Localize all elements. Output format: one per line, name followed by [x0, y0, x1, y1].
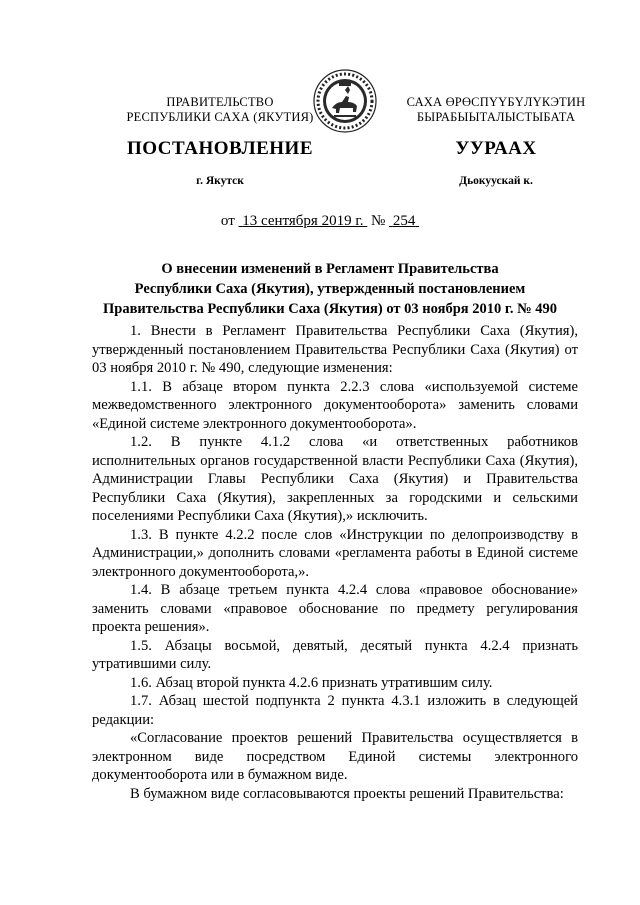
republic-emblem-icon [312, 68, 378, 134]
paragraph-1-2: 1.2. В пункте 4.1.2 слова «и ответственных работников исполнительных органов государственной власти Республики Саха (Якутия), Администрации Главы Республики Саха (Якутия) и Правительства Республики Саха (Якутия), закрепленных за городскими и сельскими поселениями Республики Саха (Якутия),» исключить. [92, 434, 578, 524]
header-left-line1: ПРАВИТЕЛЬСТВО [166, 95, 274, 109]
header-left-line2: РЕСПУБЛИКИ САХА (ЯКУТИЯ) [126, 110, 314, 124]
date-prefix: от [220, 213, 235, 229]
quoted-paragraph: «Согласование проектов решений Правительства осуществляется в электронном виде посредством Единой системы электронного документооборота или в бумажном виде. [92, 730, 578, 783]
paragraph-paper-form: В бумажном виде согласовываются проекты решений Правительства: [130, 785, 564, 802]
paragraph-1-7: 1.7. Абзац шестой подпункта 2 пункта 4.3.1 изложить в следующей редакции: [92, 693, 578, 728]
document-date: 13 сентября 2019 г. [242, 213, 364, 229]
title-line2: Республики Саха (Якутия), утвержденный постановлением [134, 281, 526, 297]
document-number: 254 [392, 213, 416, 229]
paragraph-1: 1. Внести в Регламент Правительства Республики Саха (Якутия), утвержденный постановлением Правительства Республики Саха (Якутия) от 03 ноября 2010 г. № 490, следующие изменения: [92, 323, 578, 376]
paragraph-1-5: 1.5. Абзацы восьмой, девятый, десятый пункта 4.2.4 признать утратившими силу. [92, 637, 578, 672]
title-line3: Правительства Республики Саха (Якутия) от 03 ноября 2010 г. № 490 [102, 301, 558, 317]
paragraph-1-1: 1.1. В абзаце втором пункта 2.2.3 слова «используемой системе межведомственного электронного документооборота» заменить словами «Единой системе электронного документооборота». [92, 378, 578, 432]
city-right: Дьокуускай к. [459, 175, 533, 187]
city-left: г. Якутск [196, 175, 244, 187]
number-sign: № [371, 213, 386, 229]
header-right-line1: САХА ӨРӨСПҮҮБҮЛҮКЭТИН [406, 95, 586, 109]
doc-type-right: УУРААХ [455, 138, 537, 159]
document-title [90, 259, 570, 319]
title-line1: О внесении изменений в Регламент Правительства [161, 261, 499, 277]
header-right-line2: БЫРАБЫЫТАЛЫСТЫБАТА [416, 110, 576, 124]
doc-type-left: ПОСТАНОВЛЕНИЕ [126, 138, 314, 159]
paragraph-1-4: 1.4. В абзаце третьем пункта 4.2.4 слова «правовое обоснование» заменить словами «правовое обоснование по предмету регулирования проекта решения». [92, 582, 578, 635]
document-body [92, 322, 578, 803]
header-right [386, 95, 606, 125]
date-line [0, 213, 640, 230]
paragraph-1-3: 1.3. В пункте 4.2.2 после слов «Инструкции по делопроизводству в Администрации,» дополнить словами «регламента работы в Единой системе электронного документооборота,». [92, 526, 578, 580]
paragraph-1-6: 1.6. Абзац второй пункта 4.2.6 признать утратившим силу. [130, 674, 493, 691]
header-left [100, 95, 340, 125]
